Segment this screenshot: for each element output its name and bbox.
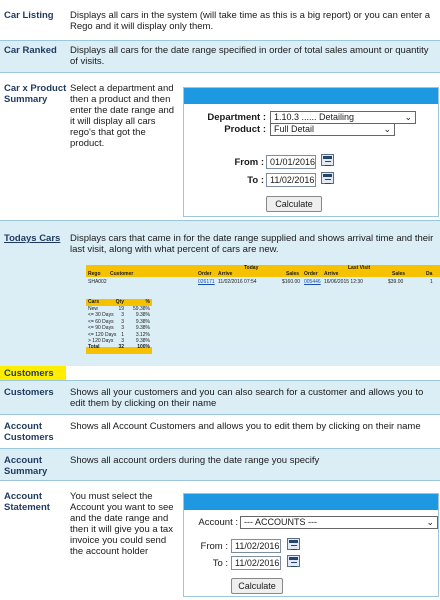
cell: 11/02/2016 07:54	[218, 279, 257, 285]
summary-cell: 9.38%	[135, 312, 150, 319]
report-description: Shows all your customers and you can also search for a customer and allows you to edit them by clicking on their name	[70, 387, 424, 409]
from-label: From :	[234, 157, 264, 168]
report-row-account-statement	[0, 480, 440, 600]
col-header: Customer	[110, 271, 134, 277]
calculate-button[interactable]: Calculate	[231, 578, 283, 594]
report-description: Shows all account orders during the date range you specify	[70, 455, 320, 466]
col-header: Sales	[392, 271, 406, 277]
summary-cell: 32	[118, 344, 124, 351]
product-select[interactable]: Full Detail ⌄	[270, 123, 395, 136]
chevron-down-icon: ⌄	[404, 112, 412, 122]
cell: 16/06/2015 12:30	[324, 279, 363, 285]
cell: $160.00	[282, 279, 301, 285]
col-header: Arrive	[324, 271, 339, 277]
department-select[interactable]: 1.10.3 ...... Detailing ⌄	[270, 111, 416, 124]
report-description: Select a department and then a product and then enter the date range and it will display all cars rego's that got the product.	[70, 83, 175, 149]
report-label[interactable]: Account Customers	[4, 421, 54, 443]
to-date-input[interactable]: 11/02/2016	[231, 556, 281, 570]
account-select[interactable]: --- ACCOUNTS --- ⌄	[240, 516, 438, 529]
summary-col-header: Cars	[88, 299, 100, 305]
from-label: From :	[200, 541, 228, 552]
summary-row	[86, 312, 152, 318]
group-today-header: Today	[244, 265, 259, 271]
summary-col-header: %	[145, 299, 150, 305]
summary-cell: 9.38%	[135, 318, 150, 325]
calendar-icon[interactable]	[287, 555, 300, 567]
calendar-icon[interactable]	[321, 154, 334, 166]
summary-row	[86, 319, 152, 325]
summary-row	[86, 338, 152, 344]
report-row-car-listing	[0, 0, 440, 40]
calendar-icon[interactable]	[287, 538, 300, 550]
cell-order-link[interactable]: 005446	[304, 279, 321, 285]
summary-row	[86, 344, 152, 350]
col-header: Order	[198, 271, 212, 277]
group-last-visit-header: Last Visit	[348, 265, 371, 271]
summary-row	[86, 306, 152, 312]
cell: $39.00	[388, 279, 404, 285]
cell: SHA002	[88, 279, 107, 285]
report-label[interactable]: Car Ranked	[4, 45, 57, 56]
col-header: Sales	[286, 271, 300, 277]
summary-cell: 1	[121, 331, 124, 338]
from-date-input[interactable]: 01/01/2016	[266, 155, 316, 169]
summary-cell: <= 60 Days	[88, 318, 114, 325]
summary-cell: New	[88, 306, 99, 312]
summary-cell: 9.38%	[135, 325, 150, 332]
summary-cell: 3	[121, 318, 124, 325]
summary-row	[86, 325, 152, 331]
report-row-account-customers	[0, 414, 440, 448]
report-label[interactable]: Account Summary	[4, 455, 48, 477]
form-header-bar	[184, 88, 438, 104]
product-label: Product :	[224, 124, 266, 135]
calculate-button[interactable]: Calculate	[266, 196, 322, 212]
report-description: Displays all cars for the date range specified in order of total sales amount or quantity of visits.	[70, 45, 429, 67]
col-header: Order	[304, 271, 318, 277]
report-description: Shows all Account Customers and allows you to edit them by clicking on their name	[70, 421, 421, 432]
account-statement-form	[183, 493, 439, 597]
account-label: Account :	[198, 517, 238, 528]
col-header: Rego	[88, 271, 101, 277]
report-row-account-summary	[0, 448, 440, 480]
report-description: Displays all cars in the system (will take time as this is a big report) or you can enter a Rego and it will display only them.	[70, 10, 431, 32]
summary-cell: 3.12%	[135, 331, 150, 338]
summary-col-header: Qty	[115, 299, 124, 305]
category-header-customers	[0, 366, 440, 380]
summary-cell: > 120 Days	[88, 338, 114, 344]
from-date-input[interactable]: 11/02/2016	[231, 539, 281, 553]
department-label: Department :	[207, 112, 266, 123]
summary-cell: Total	[88, 344, 100, 351]
calendar-icon[interactable]	[321, 172, 334, 184]
report-row-customers	[0, 380, 440, 414]
summary-cell: 3	[121, 338, 124, 344]
report-label[interactable]: Customers	[4, 387, 54, 398]
to-label: To :	[212, 558, 228, 569]
to-label: To :	[247, 175, 264, 186]
report-label[interactable]: Car x Product Summary	[4, 83, 67, 105]
summary-cell: 3	[121, 312, 124, 319]
form-header-bar	[184, 494, 438, 510]
product-summary-form	[183, 87, 439, 217]
summary-cell: <= 120 Days	[88, 331, 117, 338]
report-description: You must select the Account you want to see and the date range and then it will give you a tax invoice you could send the account holder	[70, 491, 174, 557]
report-label[interactable]: Account Statement	[4, 491, 50, 513]
summary-header-row	[86, 299, 152, 306]
col-header: Arrive	[218, 271, 233, 277]
to-date-input[interactable]: 11/02/2016	[266, 173, 316, 187]
report-label[interactable]: Todays Cars	[4, 233, 61, 244]
summary-row	[86, 332, 152, 338]
cell-order-link[interactable]: 026171	[198, 279, 215, 285]
report-description: Displays cars that came in for the date range supplied and shows arrival time and their last visit, along with what percent of cars are new.	[70, 233, 434, 255]
summary-cell: 19	[118, 306, 124, 312]
report-row-car-ranked	[0, 40, 440, 72]
new-cars-summary-table	[86, 299, 152, 355]
summary-cell: 3	[121, 325, 124, 332]
report-row-car-product-summary	[0, 72, 440, 220]
summary-cell: <= 90 Days	[88, 325, 114, 332]
summary-cell: 59.38%	[133, 306, 150, 312]
chevron-down-icon: ⌄	[426, 517, 434, 527]
report-row-todays-cars	[0, 220, 440, 366]
report-label[interactable]: Car Listing	[4, 10, 54, 21]
col-header: Da	[426, 271, 433, 277]
summary-cell: 100%	[137, 344, 150, 351]
summary-cell: <= 30 Days	[88, 312, 114, 319]
summary-cell: 9.38%	[135, 338, 150, 344]
report-header-band	[86, 265, 440, 277]
category-label: Customers	[4, 368, 54, 379]
cell: 1	[430, 279, 433, 285]
todays-cars-report-preview	[86, 265, 440, 291]
chevron-down-icon: ⌄	[383, 124, 391, 134]
